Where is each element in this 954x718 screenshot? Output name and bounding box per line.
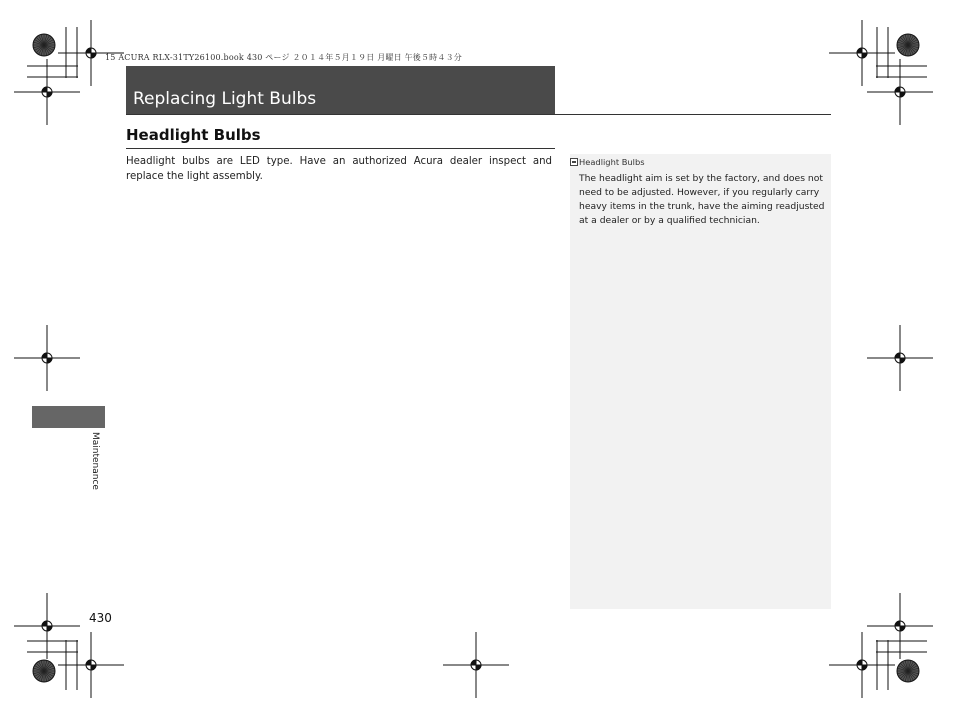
- crosshair-mark: [829, 632, 895, 698]
- crosshair-mark: [14, 59, 80, 125]
- side-note-text: The headlight aim is set by the factory, and does not need to be adjusted. However, if you regularly carry heavy items in the trunk, have the aiming readjusted at a dealer or by a qualified technician.: [579, 173, 825, 226]
- crosshair-mark: [58, 632, 124, 698]
- crosshair-mark: [58, 20, 124, 86]
- page-title: Replacing Light Bulbs: [133, 89, 317, 109]
- crosshair-mark: [443, 632, 509, 698]
- section-heading: Headlight Bulbs: [126, 126, 261, 144]
- crosshair-mark: [867, 593, 933, 659]
- print-header: 15 ACURA RLX-31TY26100.book 430 ページ ２０１４年５月１９日 月曜日 午後５時４３分: [105, 53, 462, 62]
- chapter-tab-label: Maintenance: [90, 432, 100, 490]
- page-number: 430: [89, 611, 112, 625]
- crosshair-mark: [14, 593, 80, 659]
- registration-target: [33, 660, 55, 682]
- registration-target: [33, 34, 55, 56]
- crosshair-mark: [829, 20, 895, 86]
- registration-target: [897, 34, 919, 56]
- registration-target: [897, 660, 919, 682]
- side-note-title: Headlight Bulbs: [579, 157, 645, 167]
- crosshair-mark: [14, 325, 80, 391]
- crosshair-mark: [867, 59, 933, 125]
- crosshair-mark: [867, 325, 933, 391]
- body-paragraph: Headlight bulbs are LED type. Have an authorized Acura dealer inspect and replace the light assembly.: [126, 156, 552, 182]
